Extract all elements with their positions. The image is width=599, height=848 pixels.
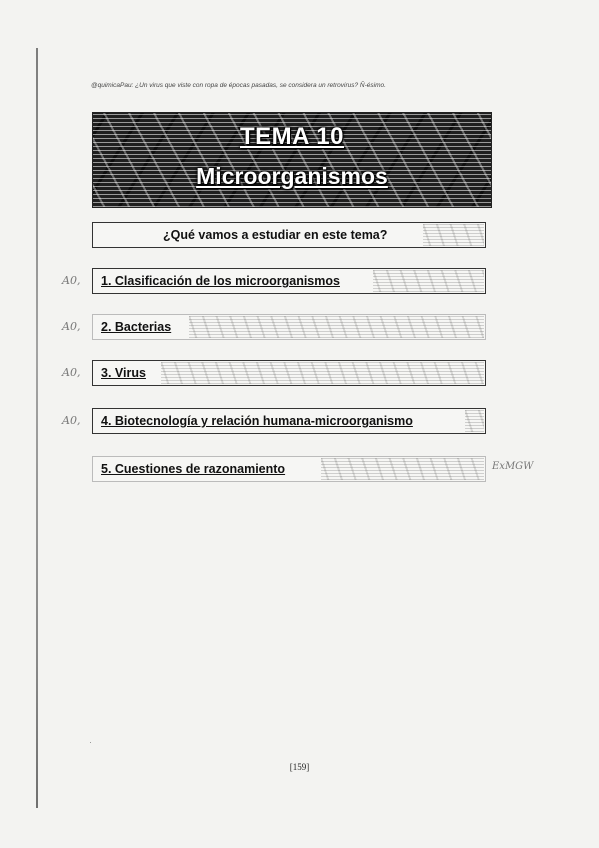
topic-item-5: [92, 456, 486, 482]
section-header-box: [92, 222, 486, 248]
margin-annotation: A0,: [62, 274, 81, 287]
title-banner: [92, 112, 492, 208]
page-binding-edge: [36, 48, 38, 808]
topic-item-4: [92, 408, 486, 434]
margin-annotation: A0,: [62, 366, 81, 379]
page-number: [159]: [289, 762, 310, 772]
topic-item-label: 5. Cuestiones de razonamiento: [101, 462, 286, 476]
scan-speck: [90, 742, 91, 743]
unit-title: TEMA 10: [240, 123, 344, 150]
topic-item-label: 4. Biotecnología y relación humana-microorganismo: [101, 414, 413, 428]
topic-item-2: [92, 314, 486, 340]
topic-item-label: 3. Virus: [101, 366, 146, 380]
topic-item-1: [92, 268, 486, 294]
topic-item-label: 1. Clasificación de los microorganismos: [101, 274, 340, 288]
topic-item-3: [92, 360, 486, 386]
margin-annotation: A0,: [62, 320, 81, 333]
unit-subtitle: Microorganismos: [196, 163, 388, 189]
section-header-text: ¿Qué vamos a estudiar en este tema?: [163, 228, 388, 242]
margin-annotation: A0,: [62, 414, 81, 427]
topic-item-label: 2. Bacterias: [101, 320, 172, 334]
handwritten-note: ExMGW: [492, 461, 534, 472]
header-quote: @quimicaPau: ¿Un virus que viste con ropa de épocas pasadas, se considera un retrovirus? Ñ-ésimo.: [91, 82, 386, 89]
